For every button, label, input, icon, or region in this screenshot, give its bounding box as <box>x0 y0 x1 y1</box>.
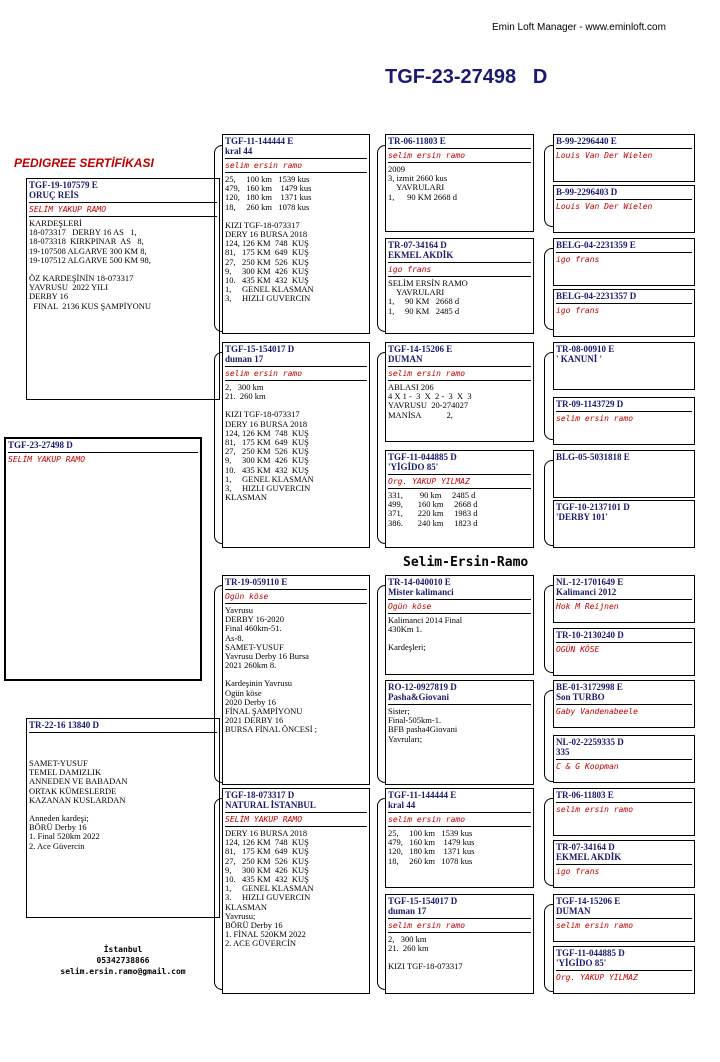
gen2-box-1 <box>222 134 370 334</box>
note-line: DERBY 16-2020 <box>225 614 284 625</box>
note-line: 124, 126 KM 748 KUŞ <box>225 427 309 438</box>
note-line: As-8. <box>225 632 244 643</box>
note-line: BFB pasha4Giovani <box>388 724 458 735</box>
owner-name: selim ersin ramo <box>388 369 466 378</box>
gen2-box-4 <box>222 788 370 994</box>
bracket-gen3-d <box>377 798 386 990</box>
note-line: YAVRULARI <box>388 287 445 298</box>
note-line: Kardeşleri; <box>388 642 426 653</box>
gen4-box <box>553 342 695 390</box>
owner-name: selim ersin ramo <box>225 161 303 170</box>
ring-number: BE-01-3172998 E <box>556 682 623 692</box>
note-line: DERY 16 BURSA 2018 <box>225 418 308 429</box>
note-line: ABLASI 206 <box>388 382 434 392</box>
bird-name: kral 44 <box>388 800 416 810</box>
gen3-box-7 <box>385 788 534 888</box>
note-line: 25, 100 km 1539 kus <box>225 174 310 184</box>
note-line: ANNEDEN VE BABADAN <box>29 776 128 787</box>
note-line: 4 X 1 - 3 X 2 - 3 X 3 <box>388 391 472 402</box>
note-line: 10. 435 KM 432 KUŞ <box>225 464 309 475</box>
note-line: KIZI TGF-18-073317 <box>225 409 300 420</box>
owner-name: Org. YAKUP YILMAZ <box>388 477 470 486</box>
note-line: Final 460km-51. <box>225 623 282 634</box>
notes-block <box>225 606 367 735</box>
ring-number: TGF-15-154017 D <box>388 896 458 906</box>
bird-name: NATURAL İSTANBUL <box>225 800 316 810</box>
note-line: 1, GENEL KLASMAN <box>225 473 314 484</box>
note-line: 10. 435 KM 432 KUŞ <box>225 275 309 286</box>
notes-block <box>225 175 367 304</box>
note-line: 1, 90 KM 2485 d <box>388 305 460 316</box>
gen4-box <box>553 680 695 728</box>
note-line: ÖZ KARDEŞİNİN 18-073317 <box>29 273 134 284</box>
owner-name: selim ersin ramo <box>225 369 303 378</box>
note-line: YAVRUSU 2022 YILI <box>29 282 109 293</box>
note-line: Anneden kardeşi; <box>29 813 89 824</box>
bracket-gen3-a <box>377 145 386 332</box>
gen3-box-4 <box>385 450 534 548</box>
ring-number: TR-10-2130240 D <box>556 630 624 640</box>
owner-name: Gaby Vandenabeele <box>556 707 638 716</box>
owner-name: Louis Van Der Wielen <box>556 151 653 160</box>
note-line: Kalimanci 2014 Final <box>388 615 463 625</box>
gen4-box <box>553 840 695 888</box>
ring-number: TR-07-34164 D <box>556 842 615 852</box>
ring-number: TR-14-040010 E <box>388 577 451 587</box>
gen2-box-2 <box>222 342 370 548</box>
note-line: 2. ACE GÜVERCİN <box>225 938 297 949</box>
bird-name: ' KANUNİ ' <box>556 354 603 364</box>
bracket-gen4-1 <box>544 145 553 227</box>
bird-name: EKMEL AKDİK <box>556 852 622 862</box>
ring-number: TGF-15-154017 D <box>225 344 295 354</box>
sire-ring: TGF-19-107579 E <box>29 180 98 190</box>
note-line: 9, 300 KM 426 KUŞ <box>225 864 309 875</box>
ring-number: RO-12-0927819 D <box>388 682 457 692</box>
note-line: 81, 175 KM 649 KUŞ <box>225 846 309 857</box>
note-line: 27, 250 KM 526 KUŞ <box>225 855 309 866</box>
bird-name: duman 17 <box>388 906 427 916</box>
bracket-gen4-5 <box>544 585 553 673</box>
note-line: 3, HIZLI GUVERCIN <box>225 483 311 494</box>
owner-name: SELİM YAKUP RAMO <box>225 815 303 824</box>
bird-name: EKMEL AKDİK <box>388 250 454 260</box>
ring-number: TR-06-11803 E <box>388 136 446 146</box>
bracket-gen3-c <box>377 585 386 783</box>
note-line: 2, 300 km <box>225 382 264 392</box>
ring-number: NL-12-1701649 E <box>556 577 624 587</box>
ring-number: B-99-2296440 E <box>556 136 617 146</box>
note-line: 25, 100 km 1539 kus <box>388 828 473 838</box>
note-line: 479, 160 km 1479 kus <box>388 837 475 848</box>
notes-block <box>225 829 367 949</box>
owner-name: OGÜN KÖSE <box>556 645 600 654</box>
ring-number: TGF-11-044885 D <box>388 452 457 462</box>
owner-name: selim ersin ramo <box>556 921 634 930</box>
subject-owner: SELİM YAKUP RAMO <box>8 455 86 464</box>
gen4-box <box>553 788 695 836</box>
note-line: 1, 90 KM 2668 d <box>388 191 457 202</box>
gen2-box-3 <box>222 575 370 785</box>
bird-name: kral 44 <box>225 146 253 156</box>
note-line: DERBY 16 <box>29 291 69 302</box>
bird-name: Son TURBO <box>556 692 605 702</box>
bracket-gen4-4 <box>544 460 553 546</box>
notes-block <box>388 491 531 528</box>
note-line: 386. 240 km 1823 d <box>388 517 478 528</box>
bracket-gen2-top <box>214 145 223 332</box>
sire-box <box>26 178 220 400</box>
note-line: KIZI TGF-18-073317 <box>388 961 463 972</box>
brand-text: Emin Loft Manager - www.eminloft.com <box>492 22 666 33</box>
owner-name: selim ersin ramo <box>388 151 466 160</box>
owner-name: igo frans <box>556 255 600 264</box>
bird-name: 'YİGİDO 85' <box>388 462 439 472</box>
ring-number: BELG-04-2231359 E <box>556 240 636 250</box>
ring-number: TGF-10-2137101 D <box>556 502 630 512</box>
gen4-box <box>553 185 695 233</box>
notes-block <box>388 616 531 653</box>
notes-block <box>388 279 531 316</box>
note-line: 124, 126 KM 748 KUŞ <box>225 837 309 848</box>
ring-number: TGF-14-15206 E <box>556 896 621 906</box>
ring-number: TR-06-11803 E <box>556 790 614 800</box>
note-line: ORTAK KÜMESLERDE <box>29 785 117 796</box>
note-line: 3, izmit 2660 kus <box>388 173 448 184</box>
sire-owner: SELİM YAKUP RAMO <box>29 205 107 214</box>
note-line: 19-107512 ALGARVE 500 KM 98, <box>29 254 151 265</box>
note-line: 27, 250 KM 526 KUŞ <box>225 446 309 457</box>
note-line: DERY 16 BURSA 2018 <box>225 828 308 838</box>
notes-block <box>388 707 531 744</box>
owner-name: Ogün köse <box>388 602 432 611</box>
gen3-box-5 <box>385 575 534 675</box>
bracket-gen2-low <box>214 585 223 783</box>
bracket-gen2-mid <box>214 352 223 544</box>
owner-name: igo frans <box>388 265 432 274</box>
ring-number: TGF-14-15206 E <box>388 344 453 354</box>
note-line: 81, 175 KM 649 KUŞ <box>225 437 309 448</box>
note-line: SAMET-YUSUF <box>225 641 284 652</box>
owner-name: Louis Van Der Wielen <box>556 202 653 211</box>
bird-name: 335 <box>556 747 570 757</box>
bird-name: DUMAN <box>388 354 423 364</box>
subject-ring: TGF-23-27498 D <box>8 440 73 450</box>
note-line: 2021 260km 8. <box>225 660 277 671</box>
owner-name: igo frans <box>556 867 600 876</box>
owner-name: igo frans <box>556 306 600 315</box>
owner-name: C & G Koopman <box>556 762 619 771</box>
bracket-gen4-2 <box>544 248 553 330</box>
bird-name: Mister kalimanci <box>388 587 454 597</box>
note-line: Final-505km-1. <box>388 715 442 726</box>
note-line: KARDEŞLERİ <box>29 218 82 228</box>
gen4-box <box>553 946 695 994</box>
note-line: YAVRULARI <box>388 182 445 193</box>
gen3-box-6 <box>385 680 534 785</box>
note-line: 331, 90 km 2485 d <box>388 490 476 500</box>
ring-number: TGF-11-044885 D <box>556 948 625 958</box>
note-line: Kardeşinin Yavrusu <box>225 678 293 689</box>
gen4-box <box>553 134 695 182</box>
gen4-box <box>553 289 695 337</box>
note-line: MANİSA 2, <box>388 409 453 420</box>
owner-name: selim ersin ramo <box>388 921 466 930</box>
note-line: KIZI TGF-18-073317 <box>225 219 300 230</box>
notes-block <box>225 383 367 502</box>
bird-name: Kalimanci 2012 <box>556 587 617 597</box>
ring-number: TGF-18-073317 D <box>225 790 295 800</box>
note-line: FINAL 2136 KUS ŞAMPİYONU <box>29 300 152 311</box>
notes-block <box>388 383 531 420</box>
notes-block <box>388 935 531 972</box>
bird-name: Pasha&Giovani <box>388 692 450 702</box>
ring-number: NL-02-2259335 D <box>556 737 624 747</box>
ring-number: BLG-05-5031818 E <box>556 452 630 462</box>
note-line: 10. 435 KM 432 KUŞ <box>225 874 309 885</box>
ring-number: TR-09-1143729 D <box>556 399 624 409</box>
owner-name: Org. YAKUP YILMAZ <box>556 973 638 982</box>
note-line: 499, 160 km 2668 d <box>388 499 478 510</box>
bracket-gen4-3 <box>544 352 553 440</box>
sire-name: ORUÇ REİS <box>29 190 79 200</box>
contact-city: İstanbul <box>103 945 143 954</box>
owner-name: selim ersin ramo <box>388 815 466 824</box>
note-line: 1. FİNAL 520KM 2022 <box>225 929 306 940</box>
gen4-box <box>553 628 695 676</box>
gen4-box <box>553 575 695 623</box>
main-ring-title: TGF-23-27498 D <box>385 66 548 88</box>
note-line: 124, 126 KM 748 KUŞ <box>225 238 309 249</box>
dam-notes <box>29 759 217 851</box>
note-line: 21. 260 km <box>225 391 266 402</box>
note-line: SELİM ERSİN RAMO <box>388 278 468 288</box>
note-line: KLASMAN <box>225 901 268 912</box>
note-line: 19-107508 ALGARVE 300 KM 8, <box>29 245 147 256</box>
note-line: Yavrusu Derby 16 Bursa <box>225 651 309 662</box>
note-line: 2020 Derby 16 <box>225 696 276 707</box>
note-line: 1, GENEL KLASMAN <box>225 883 314 894</box>
note-line: TEMEL DAMIZLIK <box>29 767 102 778</box>
gen3-box-2 <box>385 238 534 334</box>
sire-notes <box>29 219 217 311</box>
bird-name: 'YİGİDO 85' <box>556 958 607 968</box>
gen3-box-3 <box>385 342 534 442</box>
gen4-box <box>553 397 695 445</box>
note-line: YAVRUSU 20-274027 <box>388 400 469 411</box>
gen3-box-8 <box>385 894 534 994</box>
gen4-box <box>553 894 695 942</box>
note-line: 3. HIZLI GUVERCIN <box>225 892 311 903</box>
gen3-box-1 <box>385 134 534 232</box>
note-line: 81, 175 KM 649 KUŞ <box>225 247 309 258</box>
note-line: 9, 300 KM 426 KUŞ <box>225 265 309 276</box>
ring-number: BELG-04-2231357 D <box>556 291 637 301</box>
note-line: 2, 300 km <box>388 934 427 944</box>
notes-block <box>388 829 531 866</box>
note-line: FİNAL ŞAMPİYONU <box>225 706 303 717</box>
ring-number: TR-08-00910 E <box>556 344 615 354</box>
contact-phone: 05342738866 <box>96 956 150 965</box>
owner-name: selim ersin ramo <box>556 414 634 423</box>
gen4-box <box>553 500 695 548</box>
note-line: Yavrusu; <box>225 910 256 921</box>
note-line: 1, 90 KM 2668 d <box>388 296 460 307</box>
bird-name: 'DERBY 101' <box>556 512 608 522</box>
note-line: BURSA FİNAL ÖNCESİ ; <box>225 724 318 735</box>
ring-number: B-99-2296403 D <box>556 187 618 197</box>
note-line: 430Km 1. <box>388 624 422 635</box>
note-line: 2021 DERBY 16 <box>225 715 284 726</box>
bracket-gen4-8 <box>544 904 553 992</box>
note-line: 21. 260 km <box>388 943 429 954</box>
dam-ring: TR-22-16 13840 D <box>29 720 99 730</box>
gen4-box <box>553 238 695 286</box>
note-line: Yavruları; <box>388 733 423 744</box>
owner-name: selim ersin ramo <box>556 805 634 814</box>
note-line: Sister; <box>388 706 410 716</box>
note-line: 120, 180 km 1371 kus <box>225 192 312 203</box>
bracket-gen4-6 <box>544 690 553 782</box>
note-line: 120, 180 km 1371 kus <box>388 846 475 857</box>
note-line: 18-073318 KIRKPINAR AS 8, <box>29 236 144 247</box>
gen4-box <box>553 450 695 498</box>
owner-name: Ogün köse <box>225 592 269 601</box>
bracket-gen2-bottom <box>214 798 223 990</box>
note-line: BÖRÜ Derby 16 <box>29 822 87 833</box>
note-line: 3, HIZLI GUVERCIN <box>225 293 311 304</box>
contact-footer <box>26 944 220 977</box>
subject-box <box>4 437 202 681</box>
owner-name: Hok M Reijnen <box>556 602 619 611</box>
note-line: Yavrusu <box>225 605 253 615</box>
note-line: 479, 160 km 1479 kus <box>225 183 312 194</box>
note-line: 18, 260 km 1078 kus <box>225 201 310 212</box>
note-line: Ogün köse <box>225 687 262 698</box>
note-line: KLASMAN <box>225 492 268 503</box>
bracket-gen3-b <box>377 352 386 544</box>
note-line: BÖRÜ Derby 16 <box>225 920 283 931</box>
note-line: 18-073317 DERBY 16 AS 1, <box>29 227 137 238</box>
note-line: 1. Final 520km 2022 <box>29 831 100 842</box>
bird-name: duman 17 <box>225 354 264 364</box>
contact-email: selim.ersin.ramo@gmail.com <box>60 967 186 976</box>
center-watermark: Selim-Ersin-Ramo <box>403 555 529 570</box>
note-line: DERY 16 BURSA 2018 <box>225 229 308 240</box>
gen4-box <box>553 735 695 783</box>
ring-number: TGF-11-144444 E <box>388 790 457 800</box>
bracket-gen4-7 <box>544 798 553 886</box>
note-line: 9, 300 KM 426 KUŞ <box>225 455 309 466</box>
note-line: KAZANAN KUSLARDAN <box>29 794 126 805</box>
ring-number: TGF-11-144444 E <box>225 136 294 146</box>
ring-number: TR-07-34164 D <box>388 240 447 250</box>
note-line: 27, 250 KM 526 KUŞ <box>225 256 309 267</box>
note-line: 18, 260 km 1078 kus <box>388 855 473 866</box>
bird-name: DUMAN <box>556 906 591 916</box>
pedigree-title: PEDIGREE SERTİFİKASI <box>14 156 154 170</box>
note-line: 2. Ace Güvercin <box>29 840 85 851</box>
note-line: 2009 <box>388 164 405 174</box>
note-line: 1, GENEL KLASMAN <box>225 284 314 295</box>
notes-block <box>388 165 531 202</box>
note-line: 371, 220 km 1983 d <box>388 508 478 519</box>
ring-number: TR-19-059110 E <box>225 577 288 587</box>
note-line: SAMET-YUSUF <box>29 758 88 768</box>
dam-box <box>26 718 220 918</box>
